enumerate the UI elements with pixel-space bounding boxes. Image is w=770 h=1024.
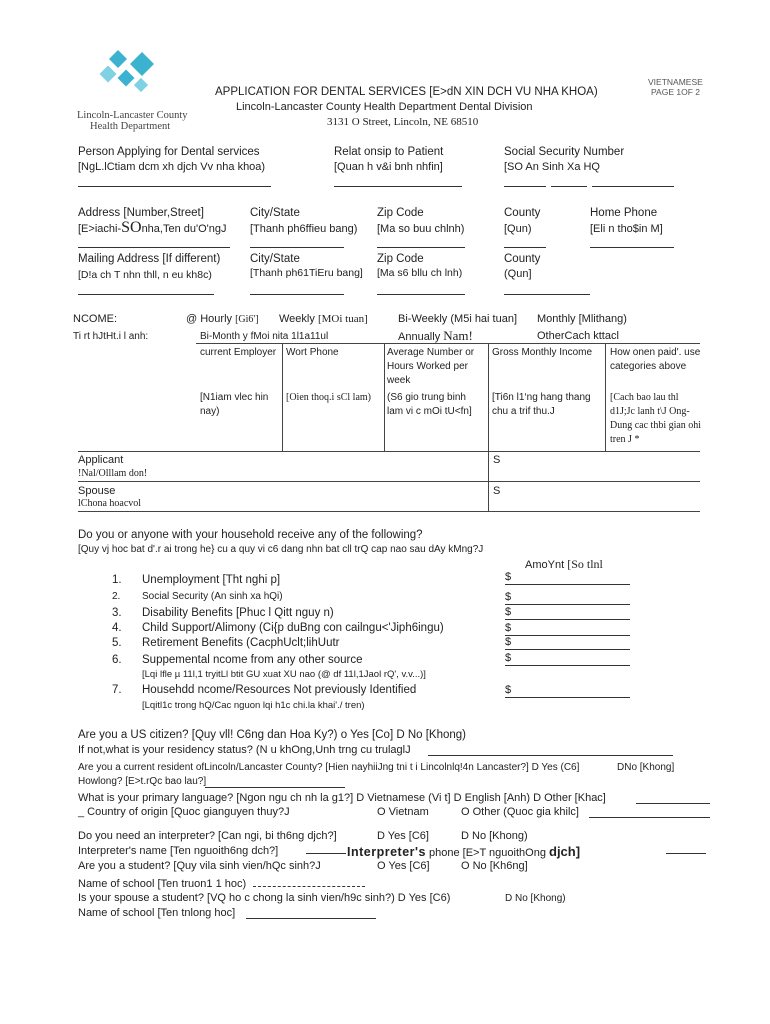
col-work-phone: Wort Phone xyxy=(286,347,339,358)
benefit-item xyxy=(112,684,416,696)
interpreter-phone-c: djch] xyxy=(549,844,581,859)
mail-city-label: City/State xyxy=(250,253,300,265)
school2-label: Name of school [Ten tnlong hoc] xyxy=(78,907,236,919)
residency-field[interactable] xyxy=(428,755,673,756)
benefit-label: Retirement Benefits (CacphUclt;lihUutr xyxy=(142,637,340,649)
row-spouse-gross[interactable]: S xyxy=(493,485,501,497)
city-label: City/State xyxy=(250,207,300,219)
income-table-top xyxy=(196,343,700,344)
logo-org-line2: Health Department xyxy=(90,121,171,132)
person-label: Person Applying for Dental services xyxy=(78,146,260,158)
benefit-item xyxy=(112,574,280,586)
amount-sub: [So tlnl xyxy=(567,557,603,571)
logo-mark-icon xyxy=(96,50,166,100)
freq-monthly-sub: [Mlithang) xyxy=(578,313,627,325)
benefit-number: 7. xyxy=(112,684,122,696)
spouse-student-no[interactable]: D No [Khong) xyxy=(505,893,566,904)
howlong-question: Howlong? [E>t.rQc bao lau?] xyxy=(78,776,207,787)
relationship-sub: [Quan h v&i bnh nhfin] xyxy=(334,161,443,173)
home-phone-field[interactable] xyxy=(590,247,674,248)
benefit-label: Child Support/Alimony (Ci{p duBng con cailngu<'Jiph6ingu) xyxy=(142,622,444,634)
benefit-amount-field[interactable] xyxy=(505,591,630,605)
relationship-field[interactable] xyxy=(334,186,462,187)
benefit-amount: $ xyxy=(505,622,512,634)
ssn-field-3[interactable] xyxy=(592,186,674,187)
freq-weekly-sub: [MOi tuan] xyxy=(317,313,368,325)
ssn-field-2[interactable] xyxy=(551,186,587,187)
form-title: APPLICATION FOR DENTAL SERVICES [E>dN XIN DCH VU NHA KHOA) xyxy=(215,86,598,98)
page-number: PAGE 1OF 2 xyxy=(651,87,700,97)
freq-hourly-sub: [Gi6'] xyxy=(235,314,259,325)
mailing-field[interactable] xyxy=(78,294,214,295)
mailing-sub: [D!a ch T nhn thll, n eu kh8c) xyxy=(78,269,212,281)
benefit-amount: $ xyxy=(505,652,512,664)
col-gross-income: Gross Monthly Income xyxy=(492,347,593,358)
county-label: County xyxy=(504,207,541,219)
interpreter-phone xyxy=(347,844,580,859)
address-sub-b: nha,Ten du'O'ngJ xyxy=(141,223,227,235)
benefit-number: 1. xyxy=(112,574,122,586)
household-question: Do you or anyone with your household receive any of the following? xyxy=(78,529,423,541)
freq-annually-sub: Nam! xyxy=(443,328,473,343)
mail-county-sub: (Qun] xyxy=(504,268,532,280)
col-how-often: How onen paid'. use categories above xyxy=(610,347,701,372)
department-name: Lincoln-Lancaster County Health Department Dental Division xyxy=(236,101,533,113)
county-sub: [Qun) xyxy=(504,223,532,235)
income-col-div-1 xyxy=(282,343,283,451)
benefit-label: Unemployment [Tht nghi p] xyxy=(142,574,281,586)
ssn-label: Social Security Number xyxy=(504,146,625,158)
benefit-item xyxy=(112,591,283,602)
spouse-student-question[interactable]: Is your spouse a student? [VQ ho c chong la sinh vien/h9c sinh?) D Yes [C6) xyxy=(78,892,451,904)
benefit-item xyxy=(112,637,340,649)
address-field[interactable] xyxy=(78,247,230,248)
interpreter-name-label: Interpreter's name [Ten nguoith6ng dch?] xyxy=(78,845,279,857)
address-label: Address [Number,Street] xyxy=(78,207,204,219)
country-vietnam[interactable]: O Vietnam xyxy=(377,806,429,818)
col-avg-hours-sub: (S6 gio trung binh lam vi c mOi tU<fn] xyxy=(387,392,472,417)
benefit-amount: $ xyxy=(505,571,512,583)
city-sub: [Thanh ph6ffieu bang) xyxy=(250,223,358,235)
resident-no[interactable]: DNo [Khong] xyxy=(617,762,675,773)
address-sub-script: SO xyxy=(121,219,142,236)
benefit-amount: $ xyxy=(505,606,512,618)
freq-monthly[interactable] xyxy=(537,313,627,325)
income-table-mid xyxy=(78,451,700,452)
address-sub-a: [E>iachi- xyxy=(78,223,122,235)
benefit-amount-field[interactable] xyxy=(505,606,630,620)
col-how-often-sub: [Cach bao lau thl d1J;Jc lanh t\J Ong-Dung cac thbi gian ohi tren J * xyxy=(610,392,702,445)
col-gross-income-sub: [Ti6n l1‘ng hang thang chu a trif thu.J xyxy=(492,392,591,417)
mail-city-field[interactable] xyxy=(250,294,344,295)
benefit-item xyxy=(112,607,334,619)
interpreter-phone-field[interactable] xyxy=(666,853,706,854)
interpreter-question: Do you need an interpreter? [Can ngi, bi th6ng djch?] xyxy=(78,830,337,842)
ssn-sub: [SO An Sinh Xa HQ xyxy=(504,161,600,173)
benefit-number: 2. xyxy=(112,591,121,602)
benefit-label: [Lqi lfle µ 11l,1 tryitLl btit GU xuat XU nao (@ df 11l,1Jaol rQ', v.v...)] xyxy=(142,669,426,680)
relationship-label: Relat onsip to Patient xyxy=(334,146,444,158)
mailing-label: Mailing Address [If different) xyxy=(78,253,221,265)
mail-zip-sub: [Ma s6 bllu ch lnh) xyxy=(377,267,463,279)
benefit-label: Social Security (An sinh xa hQi) xyxy=(142,591,283,602)
freq-monthly-label: Monthly xyxy=(537,313,576,325)
benefit-amount: $ xyxy=(505,591,512,603)
benefit-amount: $ xyxy=(505,636,512,648)
col-avg-hours: Average Number or Hours Worked per week xyxy=(387,347,475,386)
residency-question: If not,what is your residency status? (N u khOng,Unh trng cu trulaglJ xyxy=(78,744,411,756)
language-label: VIETNAMESE xyxy=(648,77,703,87)
freq-annually-label: Annually xyxy=(398,331,441,343)
interpreter-phone-b: phone [E>T nguoithOng xyxy=(429,847,546,859)
benefit-label: [Lqitl1c trong hQ/Cac nguon lqi h1c chi.la khai'./ tren) xyxy=(142,700,365,711)
col-employer: current Employer xyxy=(200,347,277,358)
logo-org-line1: Lincoln-Lancaster County xyxy=(77,110,188,121)
freq-biweekly[interactable] xyxy=(398,313,517,325)
benefit-number: 6. xyxy=(112,654,122,666)
row-spouse-label: Spouse xyxy=(78,485,116,497)
freq-annually[interactable] xyxy=(398,328,473,344)
student-yes[interactable]: O Yes [C6] xyxy=(377,860,430,872)
county-field[interactable] xyxy=(504,247,546,248)
income-table-bottom xyxy=(78,511,700,512)
zip-sub: [Ma so buu chlnh) xyxy=(377,223,465,235)
benefit-amount-field[interactable] xyxy=(505,684,630,698)
country-question: _ Country of origin [Quoc gianguyen thuy?J xyxy=(78,806,290,818)
student-question: Are you a student? [Quy vila sinh vien/hQc sinh?J xyxy=(78,860,321,872)
benefit-label: Disability Benefits [Phuc l Qitt nguy n) xyxy=(142,607,334,619)
address-sub xyxy=(78,219,227,237)
freq-weekly-label: Weekly xyxy=(279,313,315,325)
ssn-field-1[interactable] xyxy=(504,186,546,187)
income-label-sub: Ti rt hJtHt.i l anh: xyxy=(73,331,149,342)
benefit-item xyxy=(112,700,365,711)
zip-label: Zip Code xyxy=(377,207,424,219)
logo xyxy=(96,50,166,100)
person-sub: [NgL.lCtiam dcm xh djch Vv nha khoa) xyxy=(78,161,266,173)
country-other-field[interactable] xyxy=(589,817,710,818)
benefit-amount-field[interactable] xyxy=(505,571,630,585)
freq-bimonthly[interactable]: Bi-Month y fMoi nita 1l1a11ul xyxy=(200,331,329,342)
citizen-question[interactable]: Are you a US citizen? [Quy vll! C6ng dan Hoa Ky?) o Yes [Co] D No [Khong) xyxy=(78,729,467,741)
country-other[interactable]: O Other (Quoc gia khilc] xyxy=(461,806,579,818)
home-phone-label: Home Phone xyxy=(590,207,658,219)
freq-other[interactable]: OtherCach kttacl xyxy=(537,330,619,342)
school-field[interactable] xyxy=(253,886,365,887)
income-label: NCOME: xyxy=(73,313,117,325)
mail-zip-label: Zip Code xyxy=(377,253,424,265)
row-applicant-label: Applicant xyxy=(78,454,124,466)
benefit-number: 5. xyxy=(112,637,122,649)
benefit-label: Househdd ncome/Resources Not previously Identified xyxy=(142,684,417,696)
freq-hourly[interactable] xyxy=(186,313,259,325)
benefit-item xyxy=(112,622,444,634)
freq-biweekly-label: Bi-Weekly xyxy=(398,313,448,325)
mail-zip-field[interactable] xyxy=(377,294,465,295)
benefit-number: 3. xyxy=(112,607,122,619)
interpreter-phone-a: Interpreter's xyxy=(347,845,426,859)
home-phone-sub: [Eli n tho$in M] xyxy=(590,223,663,235)
howlong-field[interactable] xyxy=(205,787,345,788)
income-col-div-3 xyxy=(488,343,489,511)
school2-field[interactable] xyxy=(246,918,376,919)
row-applicant-sub: !Nal/Olllam don! xyxy=(78,468,148,479)
row-applicant-gross[interactable]: S xyxy=(493,454,501,466)
amount-label: AmoYnt xyxy=(525,559,565,571)
col-employer-sub: [N1iam vlec hin nay) xyxy=(200,392,269,417)
benefit-amount: $ xyxy=(505,684,512,696)
income-table-row2 xyxy=(78,481,700,482)
school-label: Name of school [Ten truon1 1 hoc) xyxy=(78,878,247,890)
benefit-label: Suppemental ncome from any other source xyxy=(142,654,363,666)
freq-biweekly-sub: (M5i hai tuan] xyxy=(450,313,518,325)
col-work-phone-sub: [Oien thoq.i sCl lam) xyxy=(286,392,371,403)
city-field[interactable] xyxy=(250,247,344,248)
interpreter-yes[interactable]: D Yes [C6] xyxy=(377,830,429,842)
language-other-field[interactable] xyxy=(636,803,710,804)
freq-hourly-label: @ Hourly xyxy=(186,313,233,325)
freq-weekly[interactable] xyxy=(279,313,368,325)
mail-county-label: County xyxy=(504,253,541,265)
language-question[interactable]: What is your primary language? [Ngon ngu ch nh la g1?] D Vietnamese (Vi t] D English [Anh) D Other [Khac] xyxy=(78,792,606,804)
person-field[interactable] xyxy=(78,186,271,187)
income-col-div-2 xyxy=(384,343,385,451)
benefit-number: 4. xyxy=(112,622,122,634)
mail-city-sub: [Thanh ph61TiEru bang] xyxy=(250,267,363,279)
benefit-item xyxy=(112,669,426,680)
student-no[interactable]: O No [Kh6ng] xyxy=(461,860,528,872)
department-address: 3131 O Street, Lincoln, NE 68510 xyxy=(327,116,479,128)
mail-county-field[interactable] xyxy=(504,294,590,295)
amount-header xyxy=(525,557,603,572)
benefit-amount-field[interactable] xyxy=(505,636,630,650)
resident-question[interactable]: Are you a current resident ofLincoln/Lancaster County? [Hien nayhiiJng tni t i Lincolnlq!4n Lancaster?] D Yes (C6] xyxy=(78,762,580,773)
income-col-div-4 xyxy=(605,343,606,451)
interpreter-name-field[interactable] xyxy=(306,853,346,854)
household-question-sub: [Quy vj hoc bat d'.r ai trong he} cu a quy vi c6 dang nhn bat cll trQ cap nao sau dAy kMng?J xyxy=(78,544,484,555)
zip-field[interactable] xyxy=(377,247,465,248)
benefit-amount-field[interactable] xyxy=(505,652,630,666)
benefit-item xyxy=(112,654,363,666)
row-spouse-sub: lChona hoacvol xyxy=(78,498,142,509)
interpreter-no[interactable]: D No [Khong) xyxy=(461,830,528,842)
benefit-amount-field[interactable] xyxy=(505,622,630,636)
